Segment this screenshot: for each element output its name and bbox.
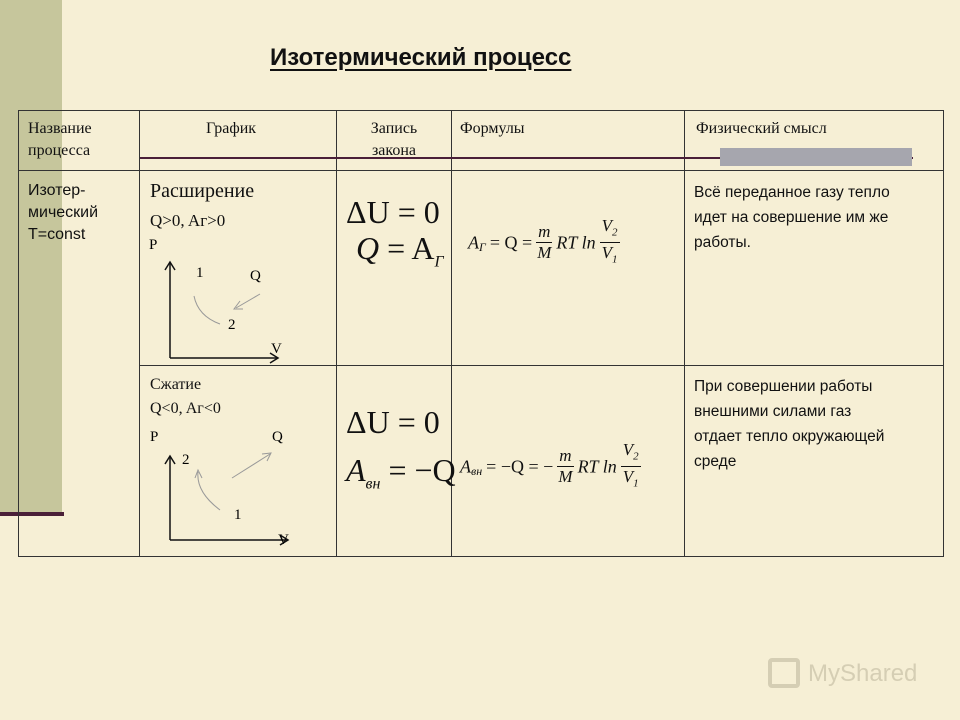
law-rhs: = A	[387, 230, 435, 266]
isotherm-curve	[198, 472, 220, 510]
frac-numerator: m	[559, 446, 572, 466]
expansion-condition: Q>0, Aг>0	[150, 211, 226, 230]
point-1-label: 1	[196, 265, 204, 281]
grey-highlight-bar	[720, 148, 912, 166]
point-1-label: 1	[234, 507, 242, 523]
heat-label: Q	[272, 429, 283, 445]
point-2-label: 2	[182, 452, 190, 468]
compression-law-line1	[346, 404, 440, 441]
header-formulas: Формулы	[460, 120, 525, 137]
expansion-title: Расширение	[150, 180, 255, 202]
law-lhs: ΔU	[346, 404, 390, 440]
law-lhs: ΔU	[346, 194, 390, 230]
point-2-label: 2	[228, 317, 236, 333]
law-subscript: вн	[365, 475, 381, 493]
v-subscript: 2	[633, 450, 639, 463]
process-name-line: Изотер-	[28, 182, 86, 199]
process-name	[28, 180, 98, 246]
column-divider	[336, 110, 337, 556]
law-rhs: = −Q	[388, 452, 456, 488]
process-arrowhead-icon	[195, 470, 202, 478]
compression-formula	[460, 440, 641, 494]
watermark-text: MyShared	[808, 660, 918, 687]
v-symbol: V	[601, 243, 612, 263]
v-subscript: 2	[612, 226, 618, 239]
expansion-law-line2	[356, 230, 444, 271]
law-rhs: = 0	[397, 404, 440, 440]
v-axis-label: V	[278, 532, 289, 548]
formula-equals: = −Q = −	[486, 456, 554, 477]
frac-denominator: M	[537, 243, 552, 263]
heat-arrow	[232, 454, 270, 478]
v-symbol: V	[622, 467, 634, 487]
frac-numerator: m	[538, 222, 551, 242]
expansion-pv-graph	[140, 230, 336, 365]
formula-equals: = Q =	[489, 232, 533, 253]
v-subscript: 1	[612, 253, 618, 266]
process-condition: T=const	[28, 226, 86, 243]
law-subscript: Г	[434, 253, 444, 271]
header-graph: График	[206, 120, 257, 137]
formula-lhs: A	[468, 232, 479, 253]
mass-fraction	[536, 222, 552, 263]
law-lhs: Q	[356, 230, 380, 266]
page-title: Изотермический процесс	[270, 44, 572, 71]
expansion-meaning: Всё переданное газу тепло идет на совершение им же работы.	[694, 184, 890, 251]
frac-denominator: M	[558, 467, 573, 487]
v-symbol: V	[622, 440, 634, 459]
header-process-name: Название процесса	[28, 120, 92, 159]
formula-lhs: A	[460, 456, 471, 477]
v-axis-label: V	[271, 341, 282, 357]
compression-condition: Q<0, Aг<0	[150, 400, 221, 417]
process-name-line: мический	[28, 204, 99, 221]
formula-subscript: Г	[479, 239, 486, 254]
formula-rt: RT ln	[556, 232, 596, 253]
frac-numerator	[621, 440, 641, 467]
header-law: Запись закона	[370, 120, 418, 159]
p-axis-label: P	[150, 429, 159, 445]
compression-title: Сжатие	[150, 376, 202, 393]
presentation-icon	[768, 658, 800, 688]
column-divider	[684, 110, 685, 556]
row-divider	[139, 365, 943, 366]
compression-pv-graph	[140, 420, 336, 555]
mass-fraction	[557, 446, 573, 487]
volume-fraction	[621, 440, 641, 494]
frac-numerator	[600, 216, 620, 243]
compression-law-line2	[346, 452, 456, 493]
frac-denominator	[600, 243, 620, 269]
expansion-formula	[468, 216, 620, 270]
header-meaning: Физический смысл	[696, 120, 827, 137]
compression-meaning: При совершении работы внешними силами газ отдает тепло окружающей среде	[694, 378, 885, 470]
expansion-law-line1	[346, 194, 440, 231]
watermark	[768, 656, 928, 696]
volume-fraction	[600, 216, 620, 270]
formula-rt: RT ln	[577, 456, 617, 477]
heat-label: Q	[250, 268, 261, 284]
header-row-divider	[18, 170, 943, 171]
law-lhs: A	[346, 452, 366, 488]
v-symbol: V	[601, 216, 612, 235]
p-axis-label: P	[149, 237, 158, 253]
formula-subscript: вн	[471, 463, 483, 478]
frac-denominator	[621, 467, 641, 493]
v-subscript: 1	[633, 477, 639, 490]
law-rhs: = 0	[397, 194, 440, 230]
isotherm-curve	[194, 296, 220, 324]
